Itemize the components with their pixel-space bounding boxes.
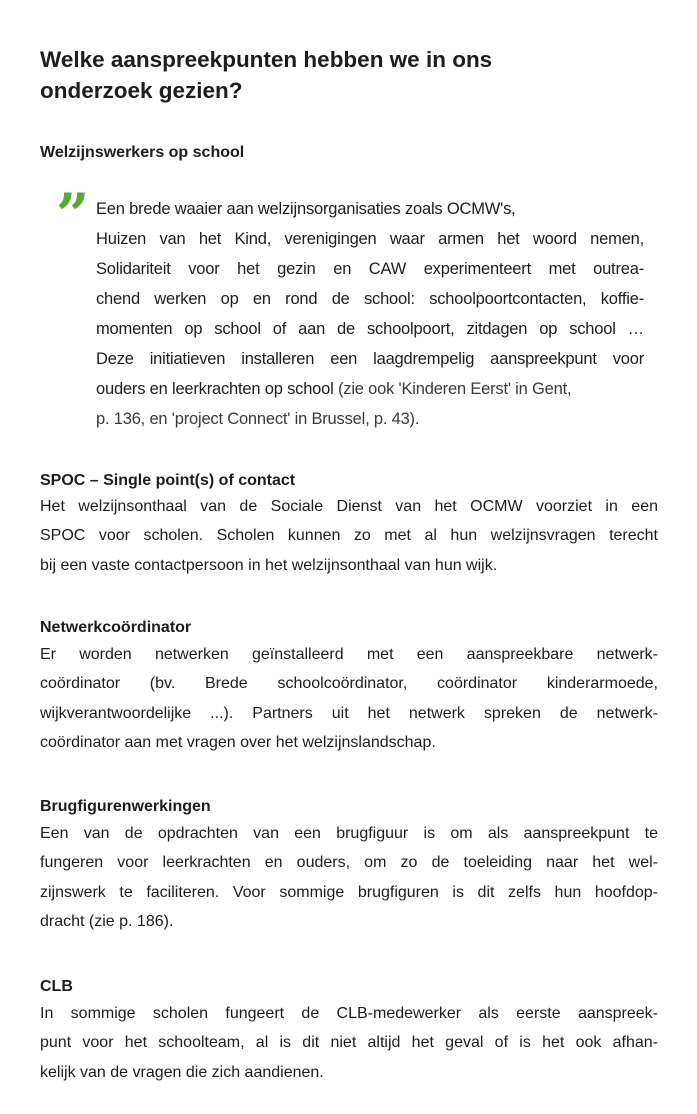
paragraph-spoc	[40, 492, 658, 580]
paragraph-line: zijnswerk te faciliteren. Voor sommige brugfiguren is dit zelfs hun hoofdop-	[40, 883, 658, 901]
paragraph-clb	[40, 999, 658, 1087]
quote-citation: (zie ook 'Kinderen Eerst' in Gent,	[333, 380, 572, 398]
section-heading-netwerkcoordinator: Netwerkcoördinator	[40, 619, 192, 636]
quote-line: Huizen van het Kind, verenigingen waar armen het woord nemen,	[96, 230, 644, 248]
quote-line: momenten op school of aan de schoolpoort, zitdagen op school …	[96, 320, 644, 338]
paragraph-line: punt voor het schoolteam, al is dit niet altijd het geval of is het ook afhan-	[40, 1034, 658, 1052]
section-heading-spoc: SPOC – Single point(s) of contact	[40, 472, 296, 489]
quote-line: Deze initiatieven installeren een laagdrempelig aanspreekpunt voor	[96, 350, 644, 368]
paragraph-line: Het welzijnsonthaal van de Sociale Dienst van het OCMW voorziet in een	[40, 498, 658, 515]
section-heading-brugfiguren: Brugfigurenwerkingen	[40, 798, 211, 815]
paragraph-line: bij een vaste contactpersoon in het welzijnsonthaal van hun wijk.	[40, 556, 498, 574]
page-title	[40, 44, 640, 106]
paragraph-netwerkcoordinator	[40, 640, 658, 757]
paragraph-line: kelijk van de vragen die zich aandienen.	[40, 1063, 324, 1081]
title-line-1: Welke aanspreekpunten hebben we in ons	[40, 47, 493, 72]
paragraph-line: In sommige scholen fungeert de CLB-medewerker als eerste aanspreek-	[40, 1005, 658, 1022]
quote-line: Een brede waaier aan welzijnsorganisaties zoals OCMW's,	[96, 200, 516, 218]
quote-line: Solidariteit voor het gezin en CAW experimenteert met outrea-	[96, 260, 644, 278]
quote-line	[96, 374, 644, 404]
quote-mark-icon: ”	[56, 181, 90, 249]
section-heading-welzijnswerkers: Welzijnswerkers op school	[40, 144, 245, 161]
paragraph-line: Een van de opdrachten van een brugfiguur is om als aanspreekpunt te	[40, 825, 658, 842]
title-line-2: onderzoek gezien?	[40, 78, 243, 103]
paragraph-line: fungeren voor leerkrachten en ouders, om zo de toeleiding naar het wel-	[40, 854, 658, 872]
paragraph-line: wijkverantwoordelijke ...). Partners uit het netwerk spreken de netwerk-	[40, 704, 658, 722]
quote-block	[96, 194, 644, 434]
quote-line: chend werken op en rond de school: schoolpoortcontacten, koffie-	[96, 290, 644, 308]
paragraph-line: SPOC voor scholen. Scholen kunnen zo met al hun welzijnsvragen terecht	[40, 527, 658, 545]
quote-citation: p. 136, en 'project Connect' in Brussel, p. 43).	[96, 410, 420, 428]
paragraph-line: coördinator aan met vragen over het welzijnslandschap.	[40, 733, 436, 751]
section-heading-clb: CLB	[40, 978, 73, 995]
quote-text: ouders en leerkrachten op school	[96, 380, 334, 398]
paragraph-line: Er worden netwerken geïnstalleerd met een aanspreekbare netwerk-	[40, 646, 658, 663]
paragraph-line: dracht (zie p. 186).	[40, 912, 174, 930]
paragraph-line: coördinator (bv. Brede schoolcoördinator, coördinator kinderarmoede,	[40, 675, 658, 693]
paragraph-brugfiguren	[40, 819, 658, 936]
